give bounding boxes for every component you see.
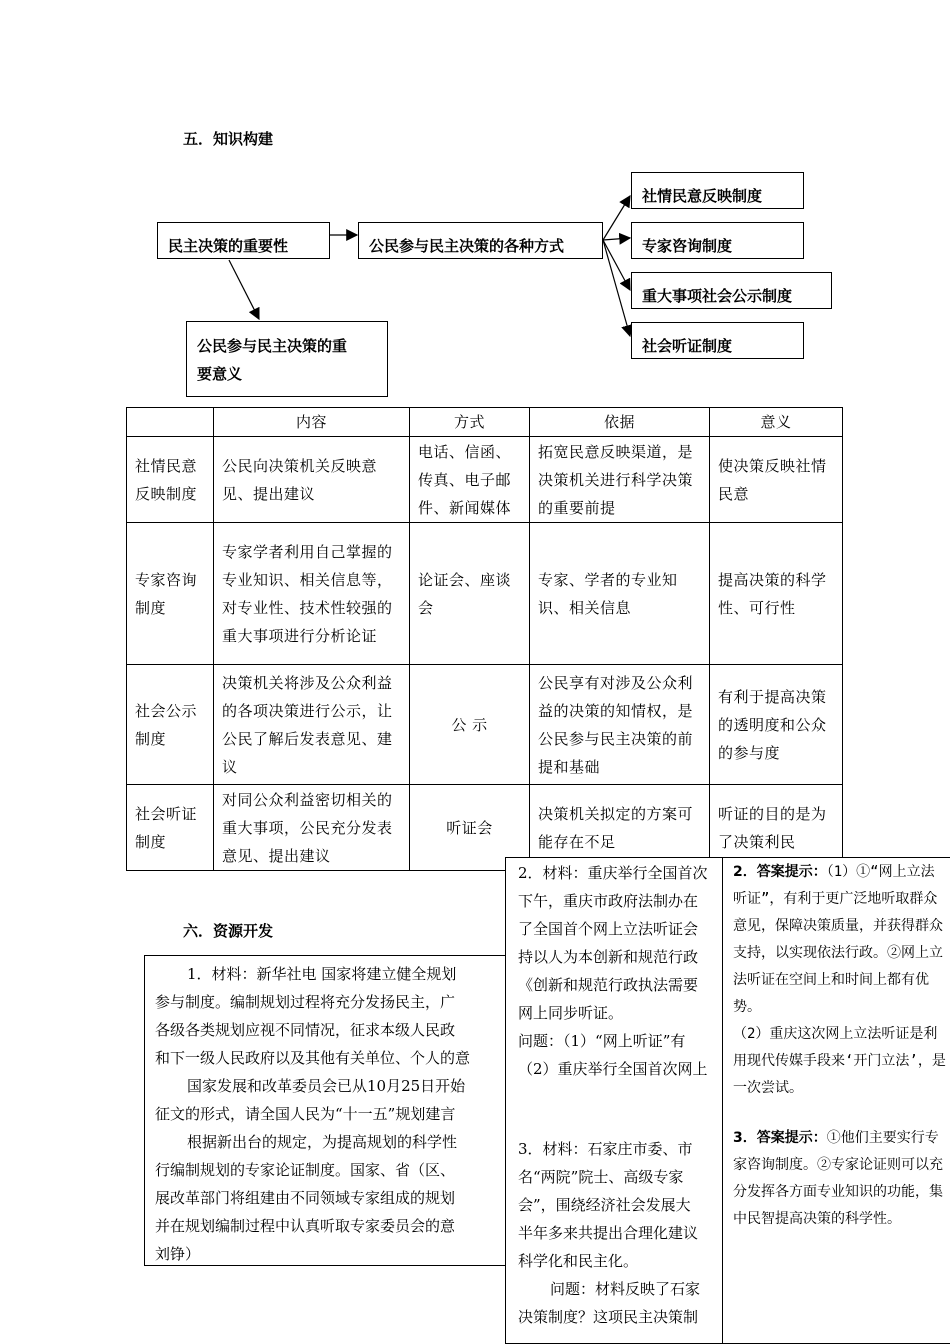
box-importance-label: 民主决策的重要性 <box>168 237 289 255</box>
material3-line: 会”，围绕经济社会发展大 <box>518 1196 691 1214</box>
header-cell: 意义 <box>710 408 843 437</box>
answer2-block <box>733 859 946 1021</box>
material23-panel <box>505 857 727 1344</box>
system-label: 社会听证制度 <box>642 337 733 355</box>
answers-panel <box>722 857 950 1344</box>
material3-line: 问题：材料反映了石家 <box>550 1280 701 1298</box>
material3-line: 名“两院”院士、高级专家 <box>518 1168 684 1186</box>
table-row <box>127 665 843 785</box>
box-ways <box>358 222 603 259</box>
material1-line: 行编制规划的专家论证制度。国家、省（区、 <box>155 1161 456 1179</box>
box-importance <box>157 222 330 259</box>
arrow-to-system-1 <box>603 196 630 240</box>
row-name: 专家咨询制度 <box>127 523 214 665</box>
box-system-hearing <box>631 322 804 359</box>
material3-line: 3．材料：石家庄市委、市 <box>518 1140 693 1158</box>
material2-line: （2）重庆举行全国首次网上 <box>518 1060 708 1078</box>
material1-line: 参与制度。编制规划过程将充分发扬民主，广 <box>155 993 456 1011</box>
section5-title: 五．知识构建 <box>183 130 274 148</box>
material1-line: 根据新出台的规定，为提高规划的科学性 <box>187 1133 458 1151</box>
row-meaning: 有利于提高决策的透明度和公众的参与度 <box>710 665 843 785</box>
row-content: 专家学者利用自己掌握的专业知识、相关信息等，对专业性、技术性较强的重大事项进行分析论证 <box>214 523 410 665</box>
material1-line: 征文的形式，请全国人民为“十一五”规划建言 <box>155 1105 456 1123</box>
material2-line: 《创新和规范行政执法需要 <box>518 976 699 994</box>
material1-line: 国家发展和改革委员会已从10月25日开始 <box>187 1077 466 1095</box>
row-content: 决策机关将涉及公众利益的各项决策进行公示，让公民了解后发表意见、建议 <box>214 665 410 785</box>
material1-line: 展改革部门将组建由不同领域专家组成的规划 <box>155 1189 456 1207</box>
row-basis: 专家、学者的专业知识、相关信息 <box>530 523 710 665</box>
answer2-label: 2．答案提示： <box>733 864 827 880</box>
material3-line: 科学化和民主化。 <box>518 1252 639 1270</box>
arrow-to-system-2 <box>603 238 630 240</box>
material2-line: 网上同步听证。 <box>518 1004 624 1022</box>
material3-line: 半年多来共提出合理化建议 <box>518 1224 699 1242</box>
material1-line: 各级各类规划应视不同情况，征求本级人民政 <box>155 1021 456 1039</box>
material2-line: 2．材料：重庆举行全国首次 <box>518 864 708 882</box>
row-basis: 公民享有对涉及公众利益的决策的知情权，是公民参与民主决策的前提和基础 <box>530 665 710 785</box>
material3-line: 决策制度？这项民主决策制 <box>518 1308 699 1326</box>
answer2-text1: （1）①“网上立法听证”，有利于更广泛地听取群众意见，保障决策质量，并获得群众支持，以实现依法行政。②网上立法听证在空间上和时间上都有优势。 <box>733 864 943 1015</box>
row-name: 社会公示制度 <box>127 665 214 785</box>
material1-line: 和下一级人民政府以及其他有关单位、个人的意 <box>155 1049 471 1067</box>
answer3-text: ①他们主要实行专家咨询制度。②专家论证则可以充分发挥各方面专业知识的功能，集中民智提高决策的科学性。 <box>733 1130 943 1227</box>
row-meaning: 听证的目的是为了决策利民 <box>710 785 843 871</box>
material1-panel <box>144 955 524 1266</box>
table-row <box>127 523 843 665</box>
system-label: 专家咨询制度 <box>642 237 733 255</box>
header-cell: 内容 <box>214 408 410 437</box>
row-content: 公民向决策机关反映意见、提出建议 <box>214 437 410 523</box>
material2-line: 持以人为本创新和规范行政 <box>518 948 699 966</box>
diagram-arrows <box>0 0 950 420</box>
row-basis: 决策机关拟定的方案可能存在不足 <box>530 785 710 871</box>
header-cell: 方式 <box>410 408 530 437</box>
spacer <box>518 1083 726 1135</box>
box-system-publicity <box>631 272 832 309</box>
row-method: 论证会、座谈会 <box>410 523 530 665</box>
box-ways-label: 公民参与民主决策的各种方式 <box>369 237 565 255</box>
table-header-row <box>127 408 843 437</box>
material1-line: 1．材料：新华社电 国家将建立健全规划 <box>187 965 457 983</box>
system-label: 社情民意反映制度 <box>642 187 763 205</box>
row-name: 社情民意反映制度 <box>127 437 214 523</box>
material2-line: 下午，重庆市政府法制办在 <box>518 892 699 910</box>
row-basis: 拓宽民意反映渠道，是决策机关进行科学决策的重要前提 <box>530 437 710 523</box>
knowledge-table <box>126 407 843 871</box>
header-cell: 依据 <box>530 408 710 437</box>
header-cell <box>127 408 214 437</box>
arrow-to-system-3 <box>603 240 630 290</box>
box-meaning <box>186 321 388 397</box>
row-meaning: 提高决策的科学性、可行性 <box>710 523 843 665</box>
row-method: 公 示 <box>410 665 530 785</box>
section6-title: 六．资源开发 <box>183 922 274 940</box>
answer2-text2: （2）重庆这次网上立法听证是利用现代传媒手段来‘开门立法’，是一次尝试。 <box>733 1026 946 1096</box>
answer3-label: 3．答案提示： <box>733 1130 827 1146</box>
table-row <box>127 437 843 523</box>
box-meaning-line1: 公民参与民主决策的重 <box>197 337 348 355</box>
row-meaning: 使决策反映社情民意 <box>710 437 843 523</box>
arrow-to-system-4 <box>603 240 630 336</box>
row-name: 社会听证制度 <box>127 785 214 871</box>
box-system-feedback <box>631 172 804 209</box>
box-meaning-line2: 要意义 <box>197 365 243 383</box>
material1-line: 刘铮） <box>155 1245 201 1263</box>
material2-line: 了全国首个网上立法听证会 <box>518 920 699 938</box>
row-method: 电话、信函、传真、电子邮件、新闻媒体 <box>410 437 530 523</box>
answer3-block <box>733 1125 946 1233</box>
row-content: 对同公众利益密切相关的重大事项，公民充分发表意见、提出建议 <box>214 785 410 871</box>
arrow-importance-to-meaning <box>229 260 259 319</box>
material1-line: 并在规划编制过程中认真听取专家委员会的意 <box>155 1217 456 1235</box>
box-system-expert <box>631 222 804 259</box>
material2-line: 问题：（1）“网上听证”有 <box>518 1032 686 1050</box>
row-method: 听证会 <box>410 785 530 871</box>
system-label: 重大事项社会公示制度 <box>642 287 793 305</box>
